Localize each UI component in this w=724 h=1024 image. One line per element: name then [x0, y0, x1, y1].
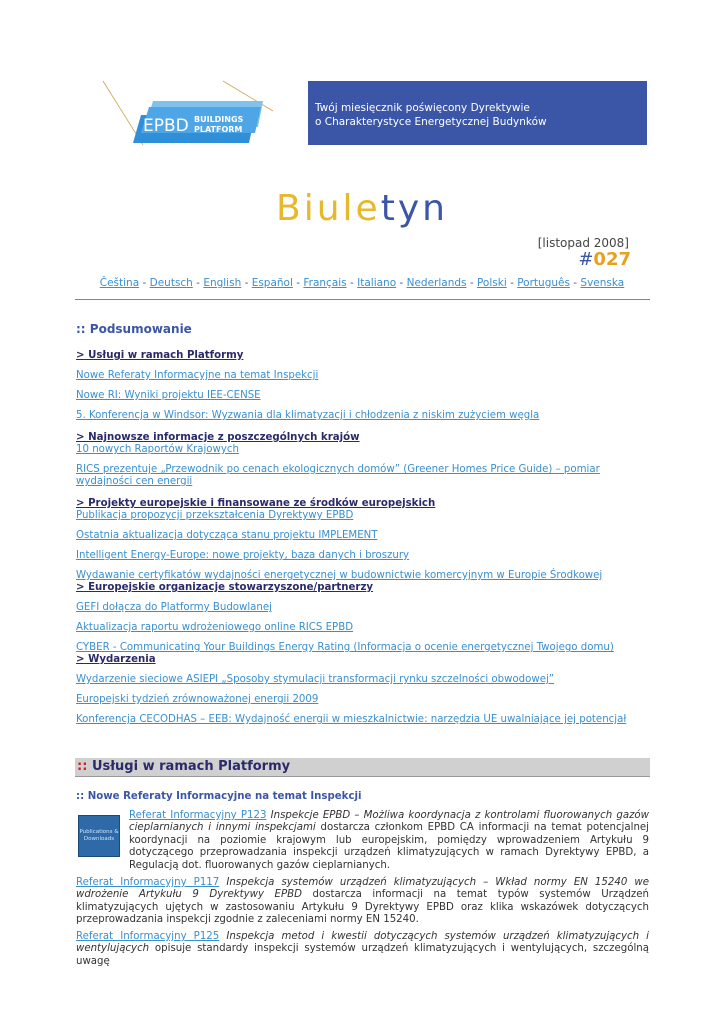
issue-number-value: 027 — [593, 249, 631, 270]
p125-title: Inspekcja metod i kwestii dotyczących systemów urządzeń klimatyzujących i wentylujących — [76, 931, 649, 955]
divider — [75, 299, 650, 300]
logo-buildings-text: BUILDINGS — [194, 115, 244, 124]
p123-text: dostarcza członkom EPBD CA informacji na temat potencjalnej koordynacji na poziomie krajowym lub europejskim, pomiędzy wprowadzeniem Artykułu 9 dotyczącego przeprowadzania inspekcji urządzeń klimatyzujących w ramach Dyrektywy EPBD, a Regulacją dot. fluorowanych gazów cieplarnianych. — [129, 822, 650, 871]
issue-number — [578, 249, 631, 270]
section-prefix: :: — [77, 759, 88, 774]
tagline-line1: Twój miesięcznik poświęcony Dyrektywie — [315, 102, 530, 114]
title-part1: Biule — [276, 188, 381, 229]
toc-link[interactable]: Ostatnia aktualizacja dotycząca stanu projektu IMPLEMENT — [76, 530, 378, 541]
toc-link[interactable]: 10 nowych Raportów Krajowych — [76, 444, 239, 455]
toc-link[interactable]: Konferencja CECODHAS – EEB: Wydajność energii w mieszkalnictwie: narzędzia UE uwalniające jej potencjał — [76, 714, 627, 725]
issue-date: [listopad 2008] — [537, 236, 629, 250]
language-link[interactable]: Français — [303, 277, 347, 289]
issue-hash: # — [578, 249, 594, 270]
tagline-line2: o Charakterystyce Energetycznej Budynków — [315, 116, 547, 128]
thumb-label: Publications & Downloads — [79, 829, 119, 842]
header-tagline — [315, 101, 547, 129]
summary-heading: :: Podsumowanie — [76, 322, 192, 336]
title-part2: tyn — [380, 188, 448, 229]
paragraph-p125 — [76, 931, 649, 967]
toc-link[interactable]: Publikacja propozycji przekształcenia Dyrektywy EPBD — [76, 510, 354, 521]
language-link[interactable]: Nederlands — [406, 277, 467, 289]
toc-link[interactable]: Europejski tydzień zrównoważonej energii 2009 — [76, 694, 319, 705]
toc-link[interactable]: Nowe RI: Wyniki projektu IEE-CENSE — [76, 390, 261, 401]
epbd-logo — [83, 81, 323, 145]
language-separator: - — [466, 277, 477, 289]
paragraph-p123 — [129, 810, 649, 872]
language-separator: - — [569, 277, 581, 289]
section-header-bar — [75, 758, 650, 777]
newsletter-title — [0, 188, 724, 229]
language-separator: - — [241, 277, 252, 289]
toc-link[interactable]: Nowe Referaty Informacyjne na temat Inspekcji — [76, 370, 319, 381]
language-link[interactable]: Polski — [476, 277, 507, 289]
logo-platform-text: PLATFORM — [194, 125, 243, 134]
language-separator: - — [346, 277, 358, 289]
language-link[interactable]: Español — [251, 277, 293, 289]
toc-link[interactable]: Wydarzenie sieciowe ASIEPI „Sposoby stymulacji transformacji rynku szczelności obwodowej” — [76, 674, 555, 685]
p125-text: opisuje standardy inspekcji systemów urządzeń klimatyzujących i wentylujących, szczególną uwagę — [76, 943, 649, 967]
p117-text: dostarcza informacji na temat typów systemów Urządzeń klimatyzujących ujętych w zastosowaniu Artykułu 9 Dyrektywy EPBD oraz klika wskazówek dotyczących przeprowadzania inspekcji zgodnie z zaleceniami normy EN 15240. — [76, 889, 649, 926]
language-link[interactable]: Português — [517, 277, 570, 289]
publications-thumbnail[interactable] — [78, 815, 120, 857]
language-bar — [0, 277, 724, 289]
language-separator: - — [139, 277, 150, 289]
toc-link[interactable]: Wydawanie certyfikatów wydajności energetycznej w budownictwie komercyjnym w Europie Środkowej — [76, 570, 603, 581]
language-link[interactable]: Čeština — [99, 277, 140, 289]
p123-title: Inspekcje EPBD – Możliwa koordynacja z kontrolami fluorowanych gazów cieplarnianych i innymi inspekcjami — [129, 810, 649, 834]
language-separator: - — [292, 277, 304, 289]
table-of-contents — [76, 350, 650, 726]
toc-link[interactable]: CYBER - Communicating Your Buildings Energy Rating (Informacja o ocenie energetycznej Twojego domu) — [76, 642, 614, 653]
language-link[interactable]: English — [203, 277, 242, 289]
language-separator: - — [192, 277, 204, 289]
toc-category-platform[interactable]: > Usługi w ramach Platformy — [76, 350, 244, 361]
toc-category-partners[interactable]: > Europejskie organizacje stowarzyszone/partnerzy — [76, 582, 374, 593]
section-title-text: Usługi w ramach Platformy — [91, 759, 291, 774]
toc-link[interactable]: Intelligent Energy-Europe: nowe projekty, baza danych i broszury — [76, 550, 410, 561]
section-title — [77, 759, 290, 774]
language-link[interactable]: Deutsch — [149, 277, 193, 289]
p117-title: Inspekcja systemów urządzeń klimatyzujących – Wkład normy EN 15240 we wdrożenie Artykułu 9 Dyrektywy EPBD — [76, 877, 649, 901]
referat-p123-link[interactable]: Referat Informacyjny P123 — [129, 810, 267, 821]
language-link[interactable]: Italiano — [357, 277, 397, 289]
language-separator: - — [396, 277, 407, 289]
toc-link[interactable]: Aktualizacja raportu wdrożeniowego online RICS EPBD — [76, 622, 354, 633]
section-subheading: :: Nowe Referaty Informacyjne na temat Inspekcji — [76, 791, 362, 802]
referat-p117-link[interactable]: Referat Informacyjny P117 — [76, 877, 220, 888]
toc-link[interactable]: GEFI dołącza do Platformy Budowlanej — [76, 602, 272, 613]
language-link[interactable]: Svenska — [580, 277, 625, 289]
toc-category-events[interactable]: > Wydarzenia — [76, 654, 156, 665]
language-separator: - — [506, 277, 518, 289]
referat-p125-link[interactable]: Referat Informacyjny P125 — [76, 931, 220, 942]
toc-category-projects[interactable]: > Projekty europejskie i finansowane ze środków europejskich — [76, 498, 436, 509]
logo-epbd-text: EPBD — [143, 116, 189, 136]
toc-category-countries[interactable]: > Najnowsze informacje z poszczególnych krajów — [76, 432, 360, 443]
toc-link[interactable]: 5. Konferencja w Windsor: Wyzwania dla klimatyzacji i chłodzenia z niskim zużyciem węgla — [76, 410, 540, 421]
toc-link[interactable]: RICS prezentuje „Przewodnik po cenach ekologicznych domów” (Greener Homes Price Guide) – pomiar wydajności cen energii — [76, 464, 600, 487]
paragraph-p117 — [76, 877, 649, 927]
